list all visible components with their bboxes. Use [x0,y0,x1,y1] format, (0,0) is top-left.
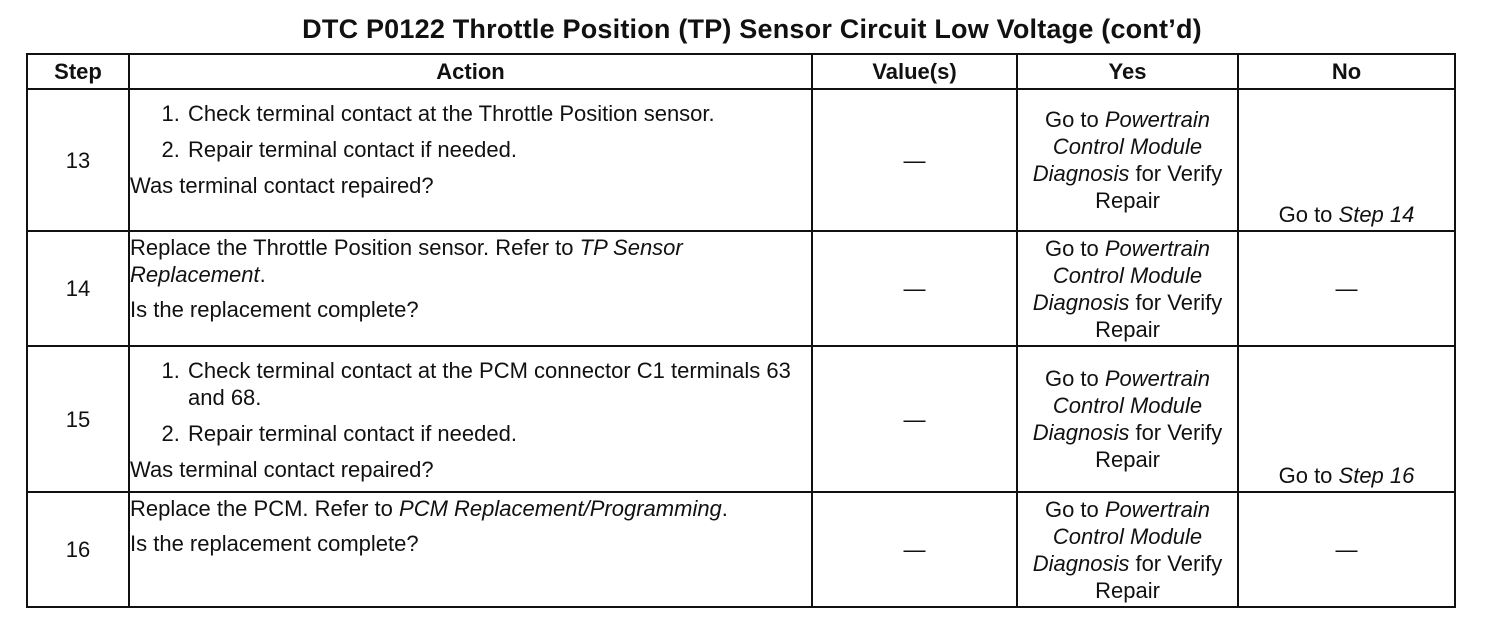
yes-suffix: for Verify Repair [1095,420,1223,472]
column-header-step: Step [27,54,129,89]
page-title: DTC P0122 Throttle Position (TP) Sensor Circuit Low Voltage (cont’d) [302,14,1202,44]
column-header-action: Action [129,54,812,89]
action-end: . [721,496,728,521]
no-prefix: Go to [1278,463,1339,488]
yes-suffix: for Verify Repair [1095,161,1223,213]
yes-prefix: Go to [1044,107,1105,132]
table-row [27,346,1455,492]
no-cell [1238,346,1455,492]
table-row [27,492,1455,607]
step-number: 13 [27,89,129,231]
no-cell [1238,89,1455,231]
no-reference: Step 16 [1338,463,1415,488]
value-cell: — [812,231,1017,346]
action-question: Was terminal contact repaired? [130,457,434,482]
action-step: 1. Check terminal contact at the Throttle Position sensor. [186,100,811,127]
table-row [27,231,1455,346]
step-number: 14 [27,231,129,346]
yes-suffix: for Verify Repair [1095,289,1223,342]
action-step: 2. Repair terminal contact if needed. [186,420,811,447]
action-reference: TP Sensor Replacement [130,235,683,287]
action-question: Is the replacement complete? [130,531,419,556]
diagnostic-table [26,53,1456,608]
action-step: 1. Check terminal contact at the PCM connector C1 terminals 63 and 68. [186,357,811,411]
column-header-values: Value(s) [812,54,1017,89]
action-end: . [259,262,266,287]
no-cell: — [1238,231,1455,346]
table-header-row [27,54,1455,89]
action-question: Was terminal contact repaired? [130,173,434,198]
table-row [27,89,1455,231]
value-cell: — [812,492,1017,607]
column-header-no: No [1238,54,1455,89]
action-text [130,234,811,288]
yes-reference: Powertrain Control Module Diagnosis [1032,366,1211,445]
action-question: Is the replacement complete? [130,297,419,322]
no-reference: Step 14 [1338,202,1415,227]
column-header-yes: Yes [1017,54,1238,89]
yes-suffix: for Verify Repair [1095,550,1223,603]
yes-reference: Powertrain Control Module Diagnosis [1032,496,1211,576]
action-steps-list [130,100,811,163]
yes-prefix: Go to [1044,235,1105,261]
yes-cell [1017,492,1238,607]
action-step: 2. Repair terminal contact if needed. [186,136,811,163]
no-prefix: Go to [1278,202,1339,227]
value-cell: — [812,89,1017,231]
value-cell: — [812,346,1017,492]
action-cell [129,231,812,346]
action-reference: PCM Replacement/Programming [399,496,722,521]
action-cell [129,89,812,231]
yes-cell [1017,346,1238,492]
action-cell [129,492,812,607]
step-number: 15 [27,346,129,492]
yes-reference: Powertrain Control Module Diagnosis [1032,235,1211,315]
yes-cell [1017,89,1238,231]
yes-prefix: Go to [1044,496,1105,522]
action-instruction: Replace the PCM. Refer to [130,496,400,521]
no-cell: — [1238,492,1455,607]
action-instruction: Replace the Throttle Position sensor. Refer to [130,235,580,260]
action-cell [129,346,812,492]
yes-reference: Powertrain Control Module Diagnosis [1032,107,1211,186]
yes-prefix: Go to [1044,366,1105,391]
action-text [130,495,811,522]
action-steps-list [130,357,811,447]
yes-cell [1017,231,1238,346]
step-number: 16 [27,492,129,607]
